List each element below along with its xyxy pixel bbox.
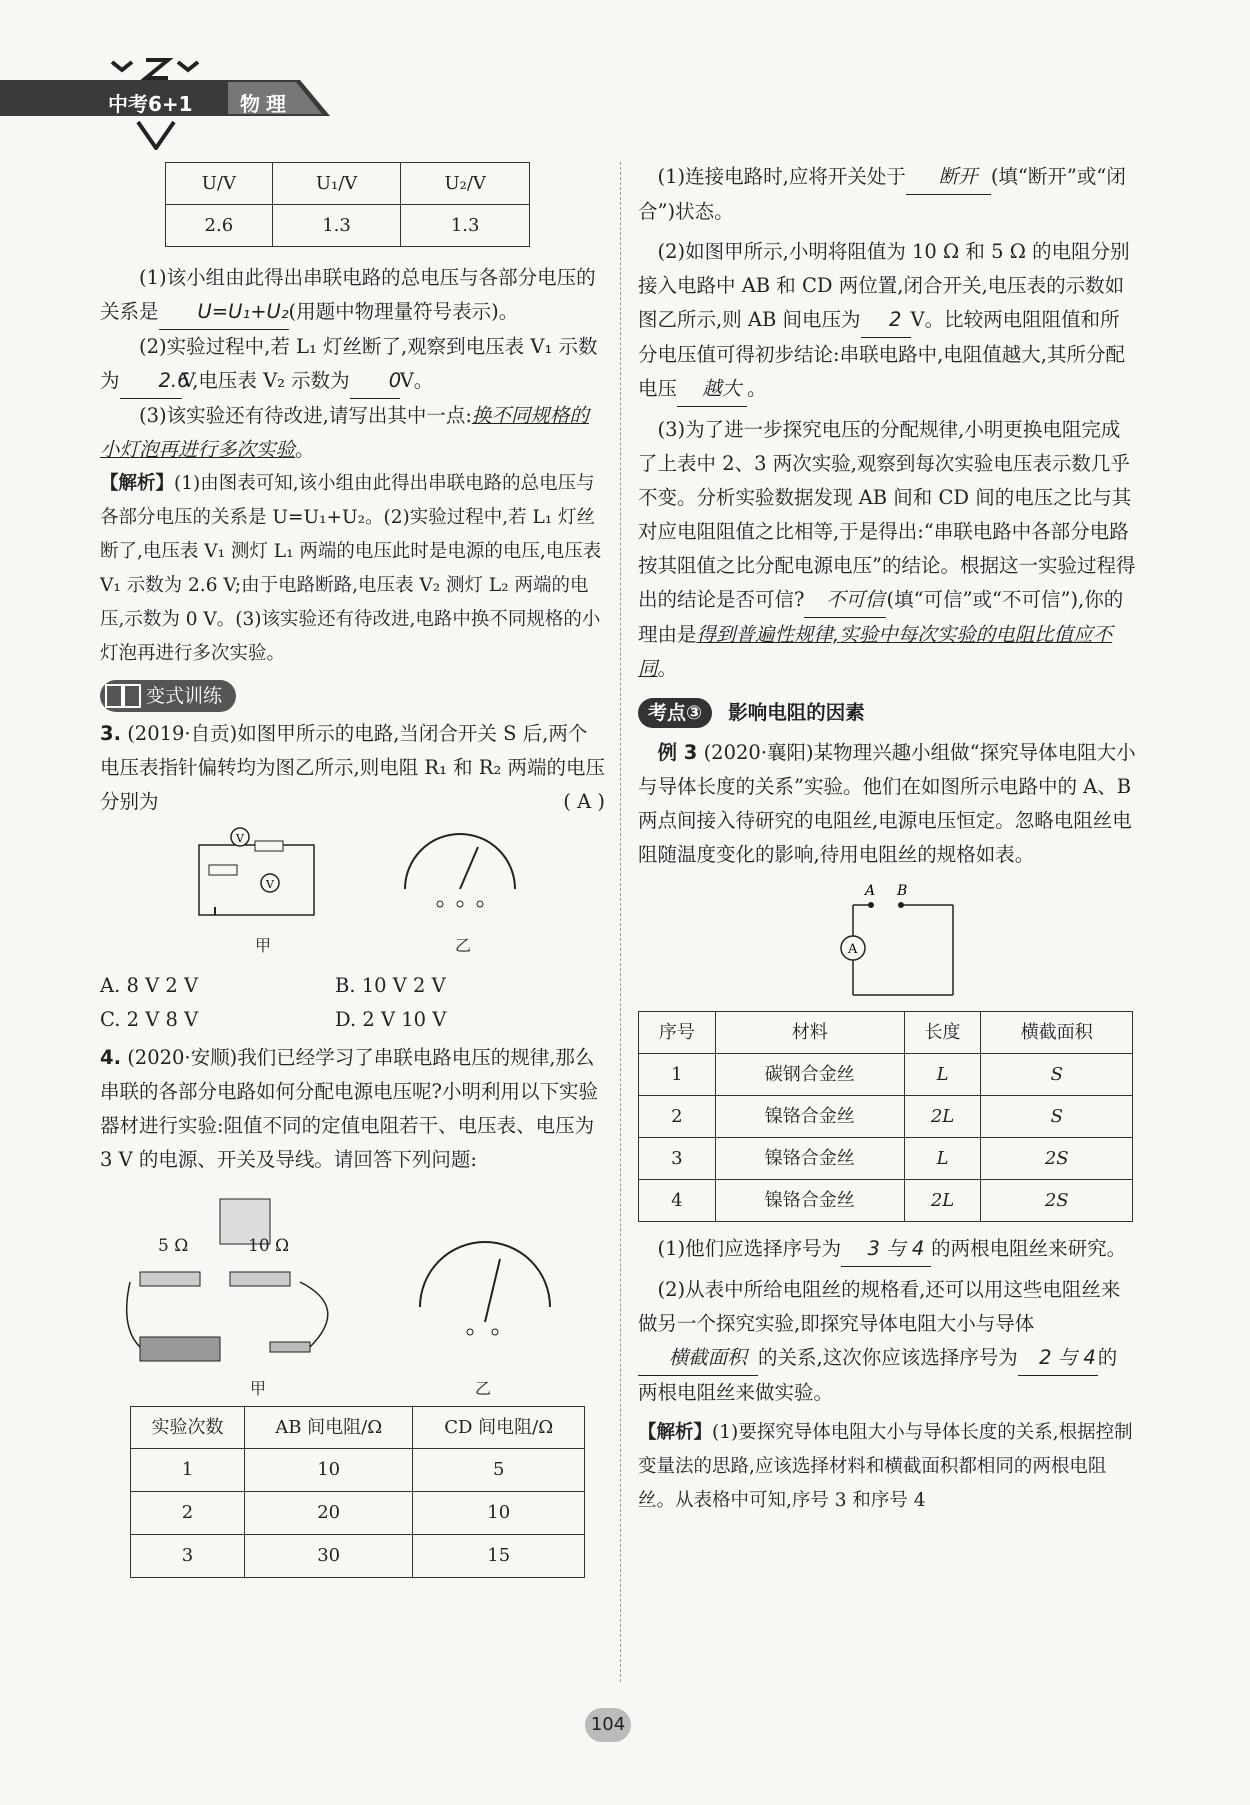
- table-cell: 1.3: [401, 205, 530, 247]
- answer-blank: 越大: [677, 372, 747, 407]
- answer-blank: 2: [861, 303, 911, 338]
- svg-text:V: V: [266, 878, 274, 891]
- q3-text: 3. (2019·自贡)如图甲所示的电路,当闭合开关 S 后,两个电压表指针偏转均为图乙所示,则电阻 R₁ 和 R₂ 两端的电压分别为 ( A ): [100, 722, 605, 813]
- q-top-part3: (3)该实验还有待改进,请写出其中一点:换不同规格的小灯泡再进行多次实验。: [100, 404, 589, 461]
- page-number: 104: [585, 1708, 631, 1742]
- answer-blank: 得到普遍性规律,实验中每次实验的电阻比值应不同: [638, 623, 1113, 680]
- q4-experiment-apparatus: [120, 1197, 360, 1367]
- q-top-analysis: 【解析】(1)由图表可知,该小组由此得出串联电路的总电压与各部分电压的关系是 U=U₁+U₂。(2)实验过程中,若 L₁ 灯丝断了,电压表 V₁ 测灯 L₁ 两端的电压此时是电源的电压,电压表 V₁ 示数为 2.6 V;由于电路断路,电压表 V₂ 测灯 L₂ 两端的电压,示数为 0 V。(3)该实验还有待改进,电路中换不同规格的小灯泡再进行多次实验。: [100, 473, 602, 664]
- variant-section-label: 变式训练: [100, 679, 605, 713]
- answer-blank: 横截面积: [638, 1341, 758, 1376]
- q3-options-row1: A. 8 V 2 V B. 10 V 2 V: [100, 974, 446, 997]
- q4-part1: (1)连接电路时,应将开关处于 断开 (填“断开”或“闭合”)状态。: [638, 160, 1136, 229]
- table-header: 实验次数: [131, 1407, 245, 1449]
- answer-blank: 0: [350, 364, 400, 399]
- figure-caption: 乙: [475, 1379, 492, 1398]
- subject-label: 物理: [240, 92, 292, 116]
- voltage-table: [165, 162, 530, 247]
- answer-blank: 断开: [906, 160, 991, 195]
- figure-caption: 乙: [455, 936, 472, 955]
- ex3-text: 例 3 (2020·襄阳)某物理兴趣小组做“探究导体电阻大小与导体长度的关系”实验。他们在如图所示电路中的 A、B 两点间接入待研究的电阻丝,电源电压恒定。忽略电阻丝电阻随温度变化的影响,待用电阻丝的规格如表。: [638, 741, 1136, 866]
- kaodian-title: 影响电阻的因素: [728, 701, 865, 724]
- ex3-part1: (1)他们应选择序号为 3 与 4 的两根电阻丝来研究。: [638, 1232, 1136, 1267]
- q-top-part1: (1)该小组由此得出串联电路的总电压与各部分电压的关系是 U=U₁+U₂(用题中物理量符号表示)。: [100, 261, 605, 330]
- answer-blank: U=U₁+U₂: [159, 295, 289, 330]
- answer-blank: 2.6: [120, 364, 182, 399]
- table-row: 1 碳钢合金丝 L S: [639, 1054, 1133, 1096]
- q4-part3: (3)为了进一步探究电压的分配规律,小明更换电阻完成了上表中 2、3 两次实验,观察到每次实验电压表示数几乎不变。分析实验数据发现 AB 间和 CD 间的电压之比与其对应电阻阻值之比相等,于是得出:“串联电路中各部分电路按其阻值之比分配电源电压”的结论。根据这一实验过程得出的结论是否可信? 不可信 (填“可信”或“不可信”),你的理由是得到普遍性规律,实验中每次实验的电阻比值应不同。: [638, 418, 1136, 680]
- ex3-wire-table: [638, 1011, 1133, 1222]
- answer-blank: 不可信: [804, 583, 886, 618]
- q4-figures: [100, 1177, 605, 1402]
- figure-caption: 甲: [255, 936, 272, 955]
- q4-voltmeter-dial: [410, 1237, 560, 1347]
- table-row: 2 20 10: [131, 1492, 585, 1535]
- table-header: CD 间电阻/Ω: [413, 1407, 585, 1449]
- table-header: U/V: [166, 163, 273, 205]
- brand-title: 中考6+1: [108, 92, 193, 116]
- table-row: 1 10 5: [131, 1449, 585, 1492]
- ex3-analysis: 【解析】(1)要探究导体电阻大小与导体长度的关系,根据控制变量法的思路,应该选择材料和横截面积都相同的两根电阻丝。从表格中可知,序号 3 和序号 4: [638, 1422, 1133, 1511]
- table-header: U₁/V: [272, 163, 401, 205]
- q3-voltmeter-dial: [390, 829, 530, 919]
- resistor-label: 10 Ω: [248, 1236, 290, 1256]
- answer-blank: 2 与 4: [1018, 1341, 1098, 1376]
- table-row: 4 镍铬合金丝 2L 2S: [639, 1180, 1133, 1222]
- table-cell: 1.3: [272, 205, 401, 247]
- q4-text: 4. (2020·安顺)我们已经学习了串联电路电压的规律,那么串联的各部分电路如何分配电源电压呢?小明利用以下实验器材进行实验:阻值不同的定值电阻若干、电压表、电压为 3 V 的电源、开关及导线。请回答下列问题:: [100, 1046, 598, 1171]
- table-header: AB 间电阻/Ω: [244, 1407, 412, 1449]
- table-header: 长度: [904, 1012, 981, 1054]
- table-header: 横截面积: [981, 1012, 1133, 1054]
- left-column: [100, 162, 605, 1578]
- resistor-label: 5 Ω: [158, 1236, 189, 1256]
- q4-resistance-table: [130, 1406, 585, 1578]
- figure-caption: 甲: [250, 1379, 267, 1398]
- table-row: 3 30 15: [131, 1535, 585, 1578]
- q4-part2: (2)如图甲所示,小明将阻值为 10 Ω 和 5 Ω 的电阻分别接入电路中 AB 和 CD 两位置,闭合开关,电压表的示数如图乙所示,则 AB 间电压为 2 V。比较两电阻阻值和所分电压值可得初步结论:串联电路中,电阻值越大,其所分配电压 越大 。: [638, 235, 1136, 407]
- kaodian-heading: [638, 696, 1136, 730]
- q3-figures: [100, 819, 605, 969]
- table-cell: 2.6: [166, 205, 273, 247]
- ex3-circuit-diagram: [823, 880, 963, 1005]
- svg-text:B: B: [897, 883, 908, 899]
- ex3-part2: (2)从表中所给电阻丝的规格看,还可以用这些电阻丝来做另一个探究实验,即探究导体电阻大小与导体横截面积 的关系,这次你应该选择序号为 2 与 4的两根电阻丝来做实验。: [638, 1278, 1121, 1404]
- q3-circuit-diagram: [195, 827, 325, 922]
- answer-blank: 3 与 4: [841, 1232, 931, 1267]
- svg-text:A: A: [848, 942, 858, 957]
- table-header: 材料: [715, 1012, 904, 1054]
- kaodian-badge: 考点③: [638, 698, 712, 728]
- table-header: 序号: [639, 1012, 716, 1054]
- q3-options-row2: C. 2 V 8 V D. 2 V 10 V: [100, 1008, 447, 1031]
- right-column: [638, 160, 1136, 1518]
- svg-text:A: A: [865, 883, 876, 899]
- q-top-part2: (2)实验过程中,若 L₁ 灯丝断了,观察到电压表 V₁ 示数为 2.6V,电压表 V₂ 示数为 0V。: [100, 330, 605, 399]
- table-row: 2 镍铬合金丝 2L S: [639, 1096, 1133, 1138]
- table-row: 3 镍铬合金丝 L 2S: [639, 1138, 1133, 1180]
- table-header: U₂/V: [401, 163, 530, 205]
- answer-blank: 换不同规格的小灯泡再进行多次实验: [100, 404, 589, 461]
- column-divider: [620, 162, 621, 1682]
- svg-text:V: V: [236, 832, 244, 845]
- book-icon: [104, 681, 144, 711]
